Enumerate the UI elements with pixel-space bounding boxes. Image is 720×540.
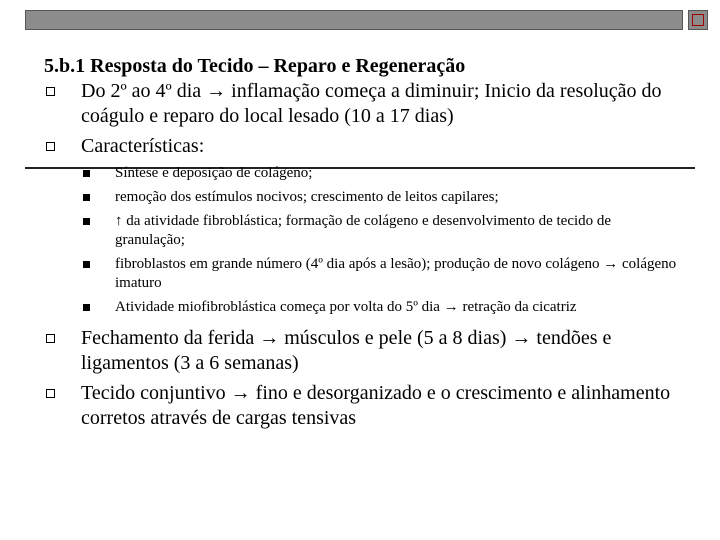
- filled-square-bullet-icon: [83, 261, 90, 268]
- bullet-text: Tecido conjuntivo → fino e desorganizado e o crescimento e alinhamento corretos através de cargas tensivas: [81, 382, 671, 429]
- hollow-square-bullet-icon: [46, 334, 55, 343]
- bullet-text: Do 2º ao 4º dia → inflamação começa a diminuir; Inicio da resolução do coágulo e reparo do local lesado (10 a 17 dias): [81, 80, 662, 127]
- sub-bullet-item: [44, 212, 684, 250]
- bullet-text: Características:: [81, 135, 205, 157]
- bullet-item: [44, 79, 684, 129]
- sub-bullet-text: Atividade miofibroblástica começa por volta do 5º dia → retração da cicatriz: [115, 299, 577, 315]
- sub-bullet-text: Síntese e deposição de colágeno;: [115, 165, 313, 181]
- filled-square-bullet-icon: [83, 218, 90, 225]
- hollow-square-bullet-icon: [46, 142, 55, 151]
- sub-bullet-text: fibroblastos em grande número (4º dia após a lesão); produção de novo colágeno → colágeno imaturo: [115, 256, 677, 291]
- slide-body: [44, 53, 684, 431]
- bullet-text: Fechamento da ferida → músculos e pele (5 a 8 dias) → tendões e ligamentos (3 a 6 semanas): [81, 327, 612, 374]
- hollow-square-bullet-icon: [46, 87, 55, 96]
- sub-bullet-item: [44, 255, 684, 293]
- header-square-decoration: [688, 10, 708, 30]
- header-bar: [25, 10, 683, 30]
- bullet-item: [44, 381, 684, 431]
- hollow-square-bullet-icon: [46, 389, 55, 398]
- filled-square-bullet-icon: [83, 170, 90, 177]
- sub-bullet-item: [44, 188, 684, 207]
- sub-bullet-text: ↑ da atividade fibroblástica; formação de colágeno e desenvolvimento de tecido de granulação;: [115, 213, 612, 248]
- sub-bullet-item: [44, 164, 684, 183]
- bullet-item: [44, 134, 684, 159]
- slide-title: 5.b.1 Resposta do Tecido – Reparo e Regeneração: [44, 55, 466, 77]
- filled-square-bullet-icon: [83, 194, 90, 201]
- sub-bullet-text: remoção dos estímulos nocivos; crescimento de leitos capilares;: [115, 189, 499, 205]
- bullet-item: [44, 326, 684, 376]
- filled-square-bullet-icon: [83, 304, 90, 311]
- sub-bullet-item: [44, 298, 684, 317]
- header-square-inner: [692, 14, 704, 26]
